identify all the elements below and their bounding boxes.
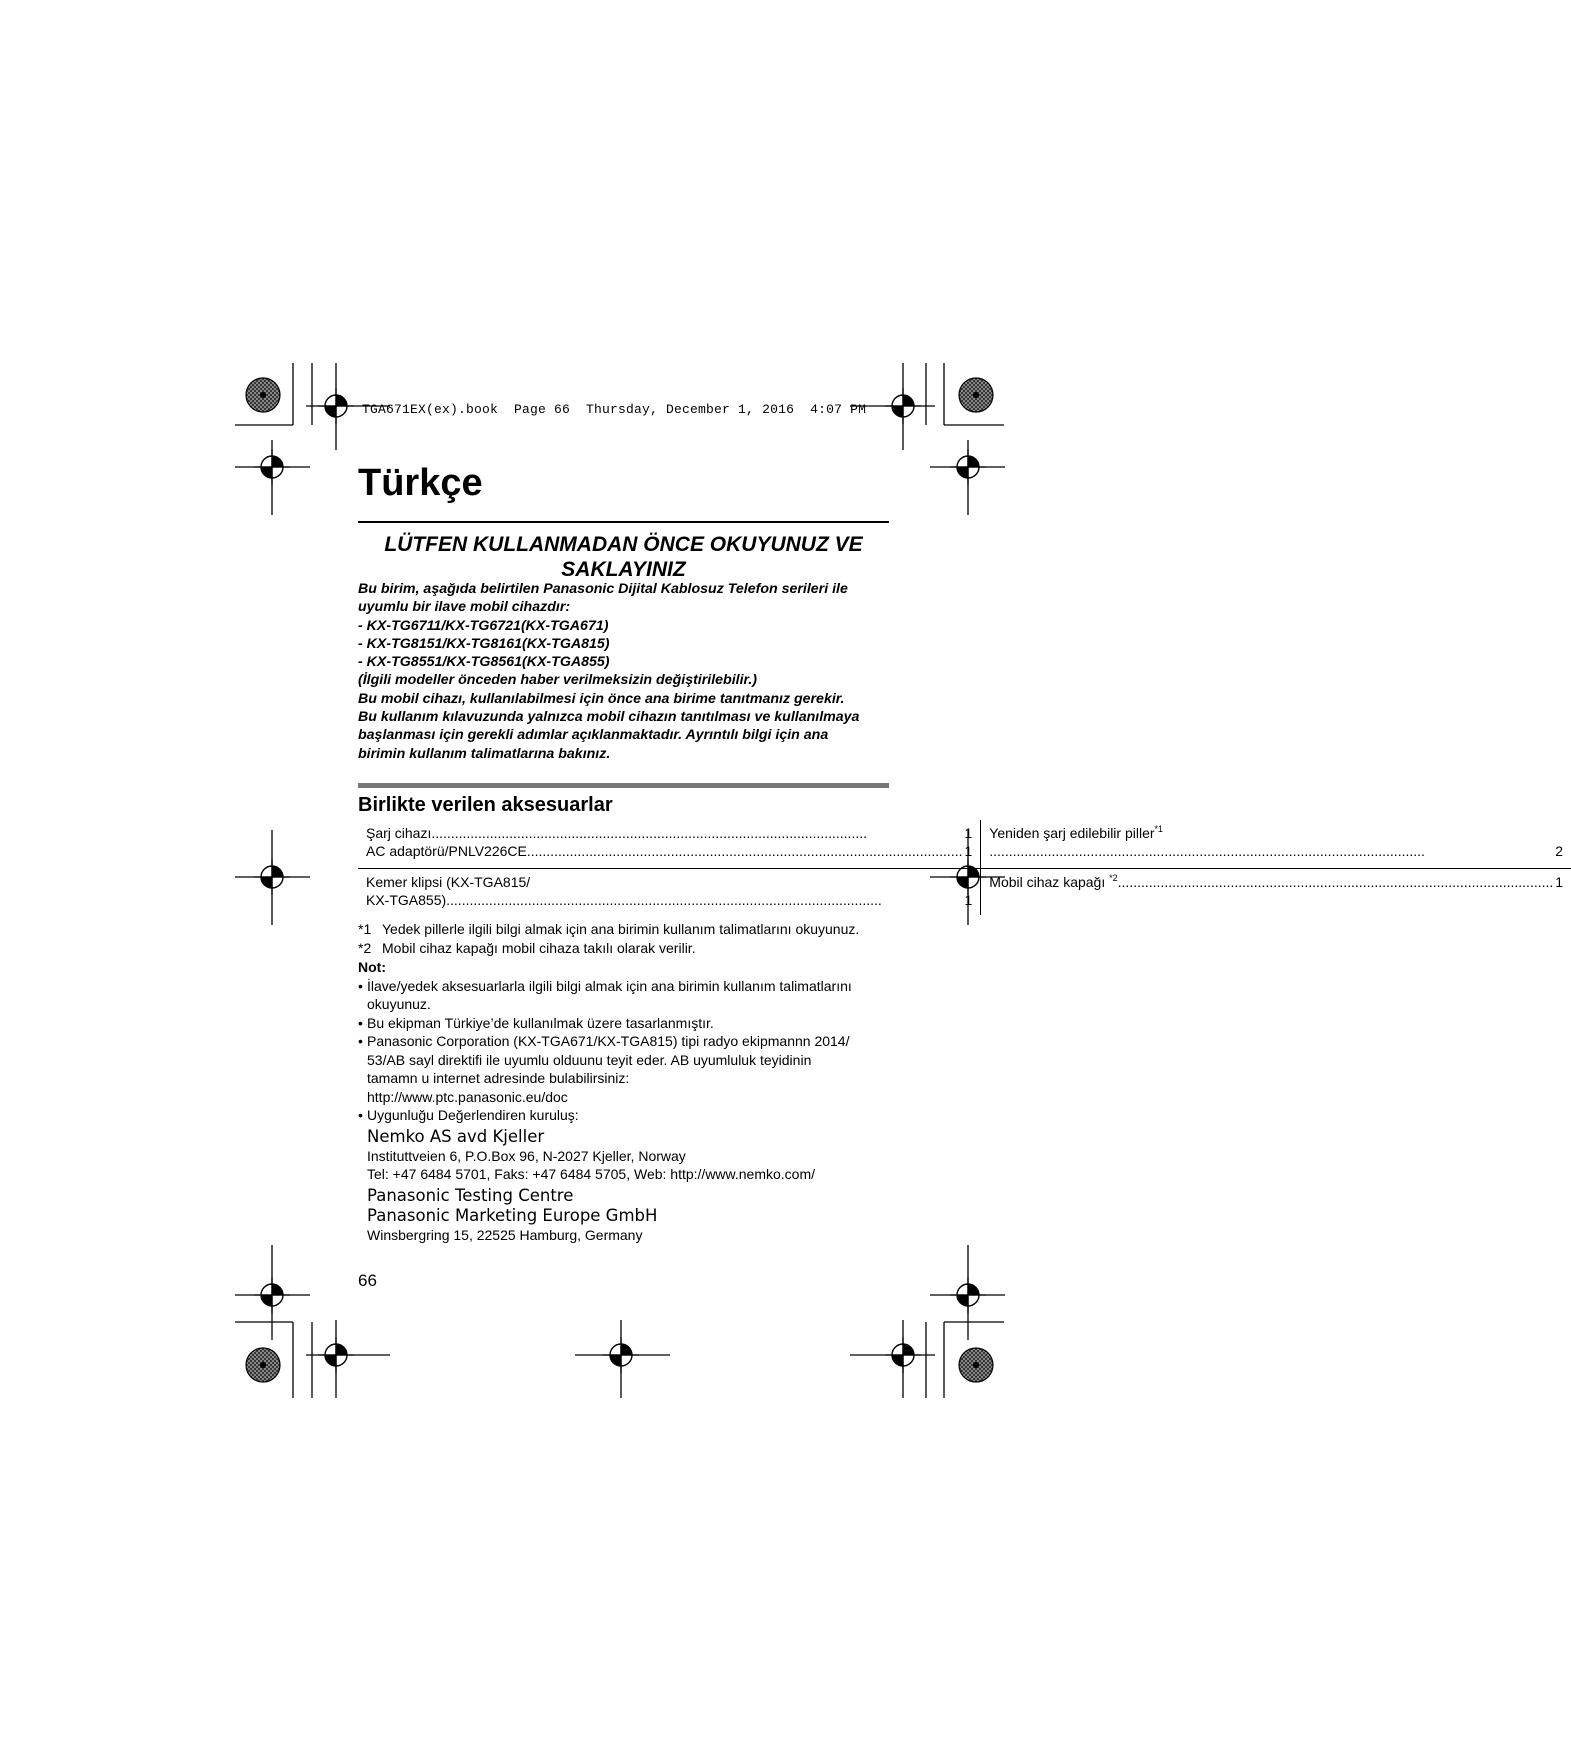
intro-line: birimin kullanım talimatlarına bakınız. [358,745,611,762]
accessory-item [366,824,972,842]
footnote-mark: *2 [358,939,372,956]
note-bullet [358,977,898,1014]
bullet-text [367,977,852,1014]
accessory-item [989,824,1563,842]
table-row [358,820,1571,869]
main-heading-line: LÜTFEN KULLANMADAN ÖNCE OKUYUNUZ VE [384,533,863,556]
text-line: tamamn u internet adresinde bulabilirsiniz: [367,1070,630,1086]
table-row [358,869,1571,916]
intro-line: - KX-TG8151/KX-TG8161(KX-TGA815) [358,635,610,652]
org-name: Nemko AS avd Kjeller [367,1126,545,1146]
page-number: 66 [358,1271,377,1290]
org-contact: Tel: +47 6484 5701, Faks: +47 6484 5705, Web: http://www.nemko.com/ [367,1166,816,1182]
accessory-item [989,873,1563,891]
bullet-icon: • [358,1107,363,1123]
bullet-icon: • [358,977,363,994]
bullet-text [367,1014,714,1033]
footnote [358,939,898,958]
table-cell [358,820,981,869]
bullet-icon: • [358,1033,363,1049]
accessory-name: Yeniden şarj edilebilir piller [989,825,1155,841]
accessory-name: Kemer klipsi (KX-TGA815/ [366,874,531,890]
section-title: Türkçe [358,462,483,504]
text-line: 53/AB sayl direktifi ile uyumlu olduunu teyit eder. AB uyumluluk teyidinin [367,1051,812,1068]
text-line: Panasonic Corporation (KX-TGA671/KX-TGA815) tipi radyo ekipmannn 2014/ [367,1033,850,1049]
text-line: okuyunuz. [367,996,431,1012]
notified-bodies [358,1127,898,1245]
table-cell [358,869,981,916]
doc-url: http://www.ptc.panasonic.eu/doc [367,1088,568,1105]
text-line: İlave/yedek aksesuarlarla ilgili bilgi almak için ana birimin kullanım talimatlarını [367,977,852,994]
org-address: Instituttveien 6, P.O.Box 96, N-2027 Kjeller, Norway [367,1147,686,1164]
accessory-name: AC adaptörü/PNLV226CE [366,843,527,859]
print-slug: TGA671EX(ex).book Page 66 Thursday, December 1, 2016 4:07 PM [362,402,867,417]
accessory-qty: 1 [964,825,973,841]
footnote-ref: *1 [1154,824,1164,834]
dot-leader [1118,873,1554,891]
accessory-qty-line [989,842,1563,860]
accessory-name: Şarj cihazı [366,825,432,841]
accessory-name: KX-TGA855) [366,892,447,908]
intro-line: - KX-TG8551/KX-TG8561(KX-TGA855) [358,654,610,671]
footnote-text: Mobil cihaz kapağı mobil cihaza takılı olarak verilir. [382,939,696,956]
dot-leader [431,824,962,842]
bullet-icon: • [358,1014,363,1031]
accessory-qty: 1 [1555,874,1564,890]
dot-leader [989,842,1553,860]
main-heading-line: SAKLAYINIZ [561,558,686,581]
section-divider [358,783,889,788]
note-bullet [358,1032,898,1106]
intro-line: başlanması için gerekli adımlar açıklanmaktadır. Ayrıntılı bilgi için ana [358,727,829,744]
bullet-text [367,1032,849,1106]
org-address: Winsbergring 15, 22525 Hamburg, Germany [367,1226,643,1243]
intro-paragraph [358,580,898,763]
accessories-table [358,820,1571,915]
accessory-item [366,891,972,909]
intro-line: Bu mobil cihazı, kullanılabilmesi için önce ana birime tanıtmanız gerekir. [358,690,845,707]
accessory-qty: 1 [964,843,973,859]
note-bullet [358,1106,898,1125]
org-name: Panasonic Testing Centre [367,1185,574,1205]
title-divider [358,521,889,523]
text-line: Bu ekipman Türkiye’de kullanılmak üzere tasarlanmıştır. [367,1014,714,1031]
note-label: Not: [358,959,386,975]
main-heading [358,532,889,582]
intro-line: uyumlu bir ilave mobil cihazdır: [358,599,571,616]
intro-line: Bu birim, aşağıda belirtilen Panasonic Dijital Kablosuz Telefon serileri ile [358,581,848,597]
footnote-mark: *1 [358,921,372,937]
accessory-qty: 2 [1555,843,1564,859]
note-bullet [358,1014,898,1033]
intro-line: (İlgili modeller önceden haber verilmeksizin değiştirilebilir.) [358,672,757,689]
dot-leader [446,891,962,909]
footnote [358,920,898,939]
table-cell [981,869,1571,916]
accessory-name: Mobil cihaz kapağı [989,874,1110,890]
footnote-ref: *2 [1109,873,1118,883]
accessory-name-wrap [989,873,1117,891]
notes-section [358,920,898,1244]
accessories-heading: Birlikte verilen aksesuarlar [358,794,613,816]
intro-line: Bu kullanım kılavuzunda yalnızca mobil cihazın tanıtılması ve kullanılmaya [358,709,860,726]
accessory-qty: 1 [964,892,973,908]
table-cell [981,820,1571,869]
intro-line: - KX-TG6711/KX-TG6721(KX-TGA671) [358,617,609,634]
text-line: Uygunluğu Değerlendiren kuruluş: [367,1107,579,1123]
dot-leader [527,842,963,860]
footnote-text: Yedek pillerle ilgili bilgi almak için ana birimin kullanım talimatlarını okuyunuz. [382,921,860,937]
org-name: Panasonic Marketing Europe GmbH [367,1205,658,1225]
accessory-item [366,842,972,860]
bullet-text [367,1106,579,1125]
